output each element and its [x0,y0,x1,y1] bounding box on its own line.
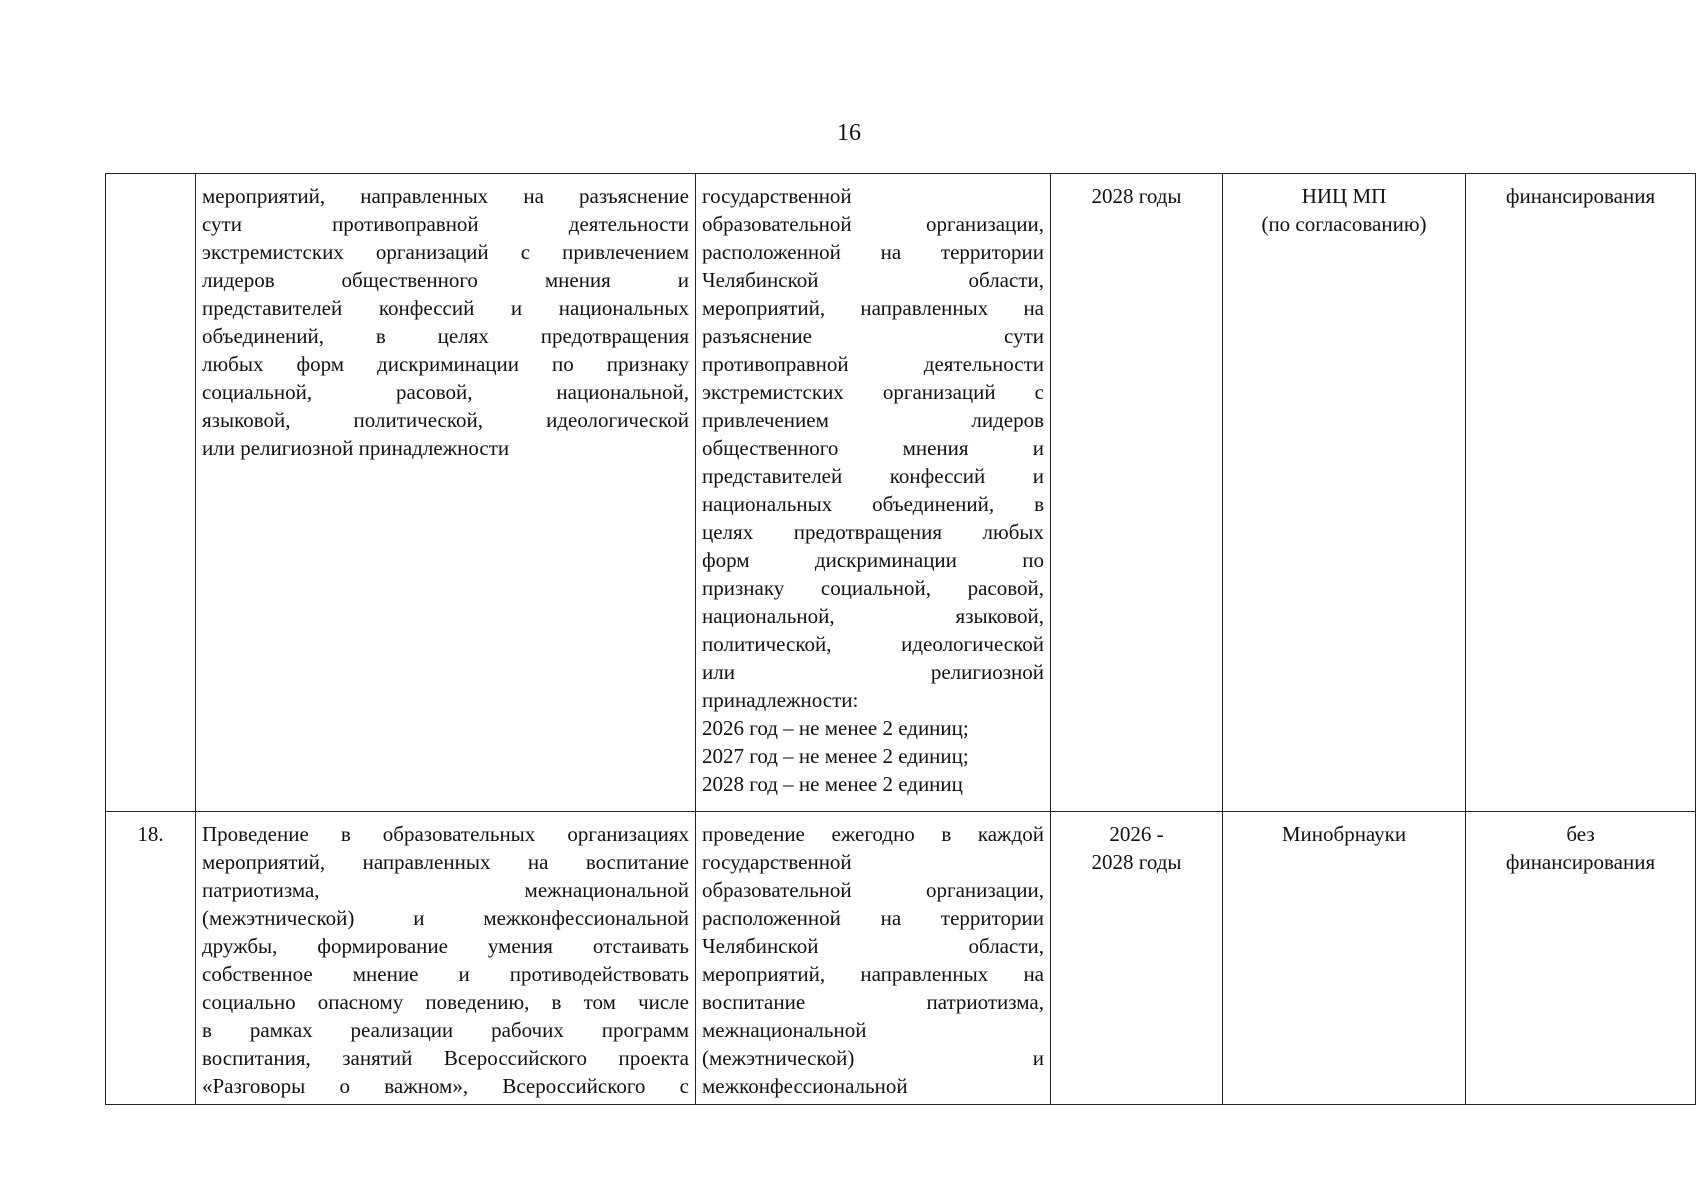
event-line: дружбы, формирование умения отстаивать [202,934,689,958]
indicator-line: образовательной организации, [702,878,1044,902]
indicator-line: 2028 год – не менее 2 единиц [702,772,963,796]
event-line: социально опасному поведению, в том числе [202,990,689,1014]
event-line: воспитания, занятий Всероссийского проекта [202,1046,689,1070]
indicator-line: национальной, языковой, [702,604,1044,628]
event-line: языковой, политической, идеологической [202,408,689,432]
event-line: сути противоправной деятельности [202,212,689,236]
indicator-line: 2026 год – не менее 2 единиц; [702,716,969,740]
indicator-line: форм дискриминации по [702,548,1044,572]
term-line: 2026 - [1109,822,1164,846]
financing-line: финансирования [1505,850,1656,874]
event-line: (межэтнической) и межконфессиональной [202,906,689,930]
indicator-line: государственной [702,850,852,874]
row-number-cell: 18. [106,812,196,1105]
event-line: лидеров общественного мнения и [202,268,689,292]
indicator-line: национальных объединений, в [702,492,1044,516]
indicator-line: противоправной деятельности [702,352,1044,376]
indicator-line: или религиозной [702,660,1044,684]
indicator-line: образовательной организации, [702,212,1044,236]
event-line: собственное мнение и противодействовать [202,962,689,986]
event-cell [196,812,696,1105]
executor-line: (по согласованию) [1261,212,1427,236]
indicator-line: признаку социальной, расовой, [702,576,1044,600]
financing-cell [1466,812,1696,1105]
indicator-line: целях предотвращения любых [702,520,1044,544]
indicator-line: проведение ежегодно в каждой [702,822,1044,846]
indicator-line: воспитание патриотизма, [702,990,1044,1014]
event-line: патриотизма, межнациональной [202,878,689,902]
indicator-line: межнациональной [702,1018,867,1042]
indicator-line: (межэтнической) и [702,1046,1044,1070]
term-cell: 2028 годы [1051,174,1223,812]
event-line: социальной, расовой, национальной, [202,380,689,404]
event-cell [196,174,696,812]
indicator-line: общественного мнения и [702,436,1044,460]
indicator-line: мероприятий, направленных на [702,962,1044,986]
table-row [106,812,1696,1105]
indicator-line: расположенной на территории [702,906,1044,930]
indicator-line: представителей конфессий и [702,464,1044,488]
executor-line: НИЦ МП [1301,184,1387,208]
event-line: объединений, в целях предотвращения [202,324,689,348]
event-line: в рамках реализации рабочих программ [202,1018,689,1042]
event-line: любых форм дискриминации по признаку [202,352,689,376]
financing-line: без [1566,822,1595,846]
indicator-line: принадлежности: [702,688,859,712]
event-line: или религиозной принадлежности [202,436,510,460]
event-line: Проведение в образовательных организациях [202,822,689,846]
indicator-line: разъяснение сути [702,324,1044,348]
indicator-cell [696,174,1051,812]
event-line: мероприятий, направленных на разъяснение [202,184,689,208]
event-line: мероприятий, направленных на воспитание [202,850,689,874]
term-line: 2028 годы [1091,850,1182,874]
term-cell [1051,812,1223,1105]
indicator-line: межконфессиональной [702,1074,908,1098]
indicator-line: Челябинской области, [702,268,1044,292]
event-line: экстремистских организаций с привлечением [202,240,689,264]
indicator-line: государственной [702,184,852,208]
indicator-line: 2027 год – не менее 2 единиц; [702,744,969,768]
event-line: представителей конфессий и национальных [202,296,689,320]
financing-cell: финансирования [1466,174,1696,812]
page-number: 16 [837,120,861,146]
plan-table [105,173,1696,1105]
table-row [106,174,1696,812]
row-number-cell [106,174,196,812]
executor-cell: Минобрнауки [1223,812,1466,1105]
indicator-line: экстремистских организаций с [702,380,1044,404]
event-line: «Разговоры о важном», Всероссийского с [202,1074,689,1098]
indicator-line: расположенной на территории [702,240,1044,264]
indicator-line: политической, идеологической [702,632,1044,656]
executor-cell [1223,174,1466,812]
indicator-cell [696,812,1051,1105]
indicator-line: мероприятий, направленных на [702,296,1044,320]
indicator-line: Челябинской области, [702,934,1044,958]
indicator-line: привлечением лидеров [702,408,1044,432]
